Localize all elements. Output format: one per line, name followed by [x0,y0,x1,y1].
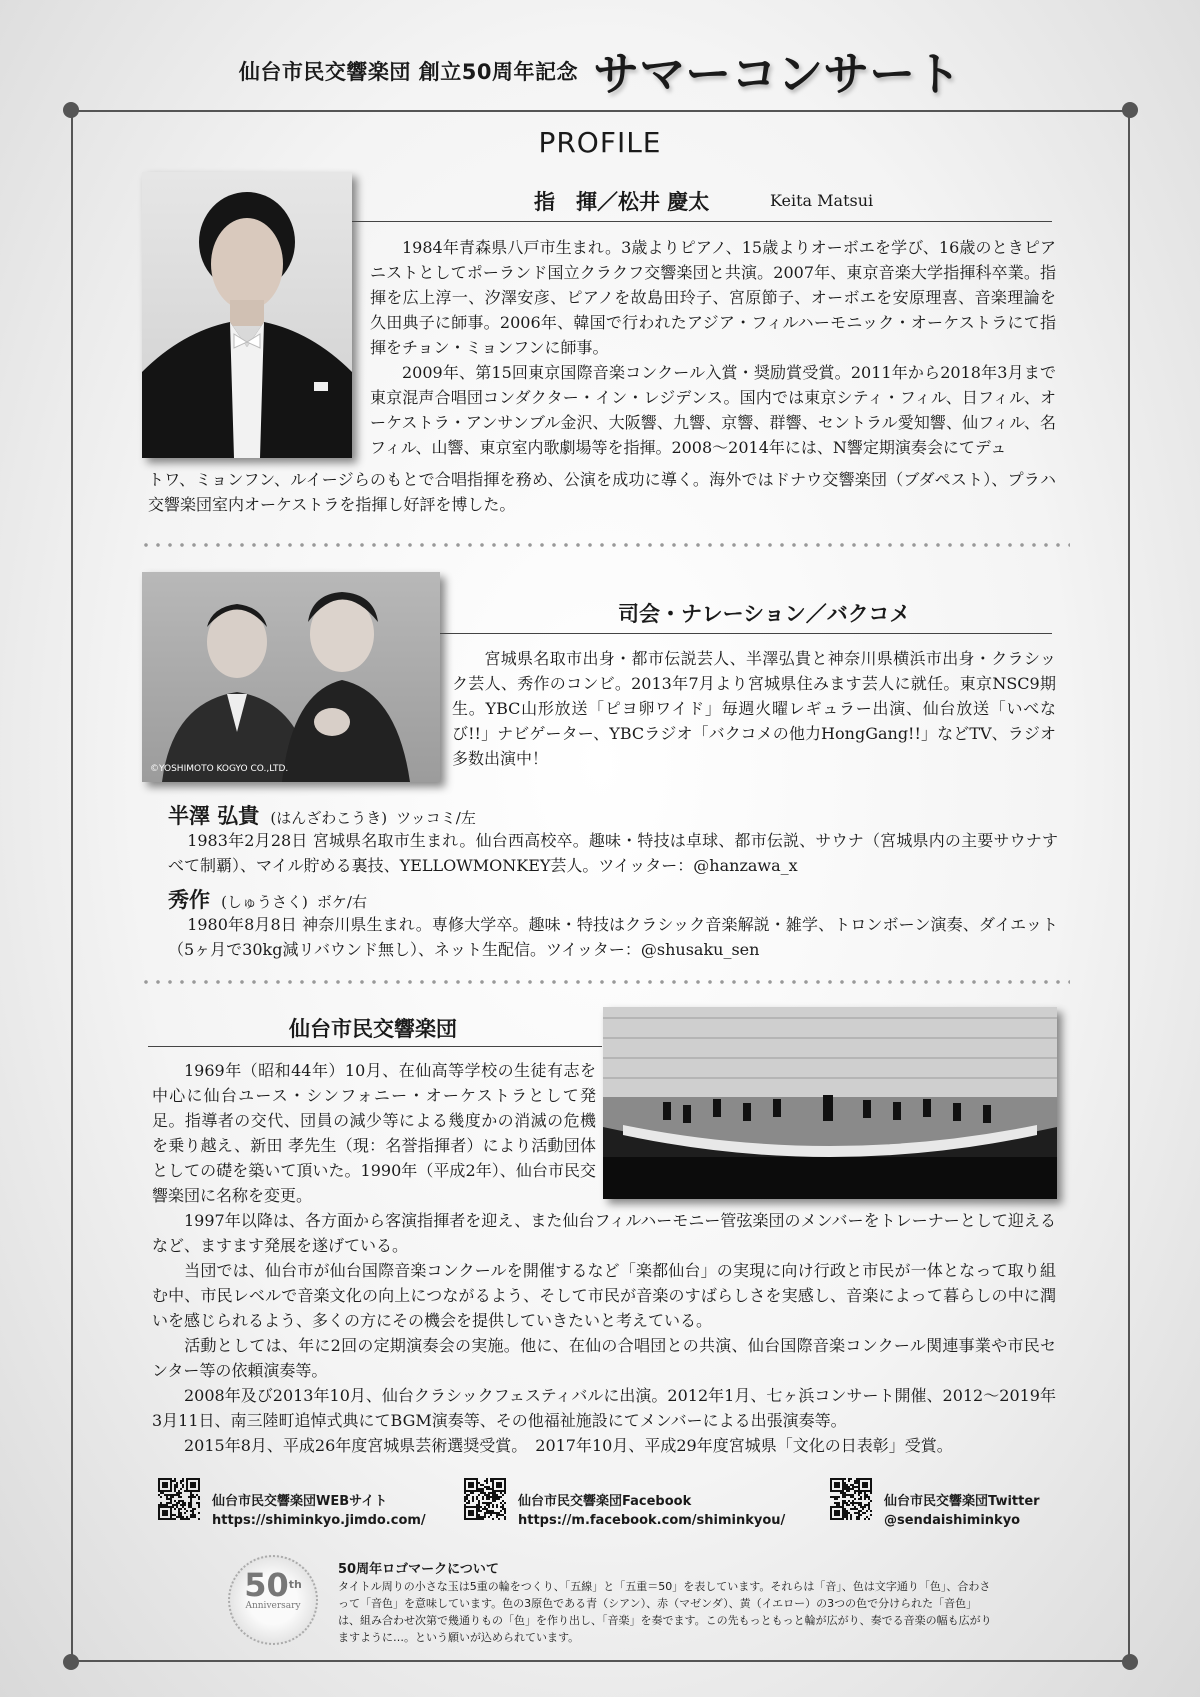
orchestra-p5: 2008年及び2013年10月、仙台クラシックフェスティバルに出演。2012年1月、七ヶ浜コンサート開催、2012〜2019年3月11日、南三陸町追悼式典にてBGM演奏等、その他福祉施設にてメンバーによる出張演奏等。 [152,1386,1056,1430]
qr-code-icon[interactable] [158,1478,200,1520]
page-header [0,38,1200,104]
mc-description-text: 宮城県名取市出身・都市伝説芸人、半澤弘貴と神奈川県横浜市出身・クラシック芸人、秀作のコンビ。2013年7月より宮城県住みます芸人に就任。東京NSC9期生。YBC山形放送「ピヨ卵ワイド」毎週火曜レギュラー出演、仙台放送「いべなび!!」ナビゲーター、YBCラジオ「バクコメの他力HongGang!!」などTV、ラジオ多数出演中！ [452,649,1056,768]
link-twitter-url[interactable]: @sendaishiminkyo [884,1513,1021,1528]
member-1-name: 半澤 弘貴 [168,803,260,828]
corner-dot [63,102,79,118]
logo-suffix: th [288,1578,302,1591]
member-1-bio-text: 1983年2月28日 宮城県名取市生まれ。仙台西高校卒。趣味・特技は卓球、都市伝説、サウナ（宮城県内の主要サウナすべて制覇）、マイル貯める裏技、YELLOWMONKEY芸人。ツイッター：@hanzawa_x [168,831,1058,875]
logo-number: 50 [244,1566,289,1604]
member-2-role: ボケ/右 [316,893,367,911]
member-2-name: 秀作 [168,887,210,912]
member-1-header [168,800,476,830]
divider [148,1046,602,1047]
link-facebook-label: 仙台市民交響楽団Facebook [518,1494,692,1509]
orchestra-photo [603,1007,1057,1199]
mc-description [452,646,1056,771]
link-facebook[interactable] [518,1492,785,1530]
divider [440,633,1052,634]
conductor-heading: 指 揮／松井 慶太 [534,189,710,214]
orchestra-p4: 活動としては、年に2回の定期演奏会の実施。他に、在仙の合唱団との共演、仙台国際音楽コンクール関連事業や市民センター等の依頼演奏等。 [152,1336,1056,1380]
corner-dot [1122,102,1138,118]
conductor-photo [142,172,352,458]
link-facebook-url[interactable]: https://m.facebook.com/shiminkyou/ [518,1513,786,1528]
orchestra-history-1 [152,1058,596,1208]
conductor-bio-2: 2009年、第15回東京国際音楽コンクール入賞・奨励賞受賞。2011年から2018年3月まで東京混声合唱団コンダクター・イン・レジデンス。国内では東京シティ・フィル、日フィル、オーケストラ・アンサンブル金沢、大阪響、九響、京響、群響、セントラル愛知響、仙フィル、名フィル、山響、東京室内歌劇場等を指揮。2008〜2014年には、N響定期演奏会にてデュ [370,363,1056,457]
concert-title: サマーコンサート [593,47,962,101]
orchestra-p3: 当団では、仙台市が仙台国際音楽コンクールを開催するなど「楽都仙台」の実現に向け行政と市民が一体となって取り組む中、市民レベルで音楽文化の向上につながるよう、そして市民が音楽のすばらしさを実感し、音楽によって暮らしの中に潤いを感じられるよう、多くの方にその機会を提供していきたいと考えている。 [152,1261,1056,1330]
orchestra-p2: 1997年以降は、各方面から客演指揮者を迎え、また仙台フィルハーモニー管弦楽団のメンバーをトレーナーとして迎えるなど、ますます発展を遂げている。 [152,1211,1056,1255]
member-1-reading: (はんざわこうき) [270,809,388,827]
conductor-bio-paragraph [370,235,1056,460]
conductor-romanized-name: Keita Matsui [770,191,874,210]
dotted-separator [140,543,1070,547]
orchestra-p6: 2015年8月、平成26年度宮城県芸術選奨受賞。 2017年10月、平成29年度宮城県「文化の日表彰」受賞。 [184,1436,953,1455]
qr-code-icon[interactable] [830,1478,872,1520]
corner-dot [63,1654,79,1670]
link-website-label: 仙台市民交響楽団WEBサイト [212,1494,388,1509]
mc-heading: 司会・ナレーション／バクコメ [618,601,911,626]
qr-code-icon[interactable] [464,1478,506,1520]
photo-credit: ©YOSHIMOTO KOGYO CO.,LTD. [150,764,289,774]
member-1-bio [168,828,1058,878]
mc-photo [142,572,440,782]
member-2-bio [168,912,1058,962]
link-website-url[interactable]: https://shiminkyo.jimdo.com/ [212,1513,426,1528]
link-website[interactable] [212,1492,426,1530]
member-2-header [168,884,367,914]
anniversary-logo-icon [228,1555,318,1645]
logo-word: Anniversary [245,1601,301,1611]
dotted-separator [140,980,1070,984]
orchestra-heading: 仙台市民交響楽団 [289,1016,457,1041]
link-twitter-label: 仙台市民交響楽団Twitter [884,1494,1040,1509]
orchestra-paragraphs [152,1208,1056,1458]
conductor-bio-1: 1984年青森県八戸市生まれ。3歳よりピアノ、15歳よりオーボエを学び、16歳のときピアニストとしてポーランド国立クラクフ交響楽団と共演。2007年、東京音楽大学指揮科卒業。指揮を広上淳一、汐澤安彦、ピアノを故島田玲子、宮原節子、オーボエを安原理喜、音楽理論を久田典子に師事。2006年、韓国で行われたアジア・フィルハーモニック・オーケストラにて指揮をチョン・ミョンフンに師事。 [370,238,1056,357]
member-2-bio-text: 1980年8月8日 神奈川県生まれ。専修大学卒。趣味・特技はクラシック音楽解説・雑学、トロンボーン演奏、ダイエット（5ヶ月で30kg減リバウンド無し）、ネット生配信。ツイッター：@shusaku_sen [168,915,1058,959]
link-twitter[interactable] [884,1492,1040,1530]
concert-subtitle: 仙台市民交響楽団 創立50周年記念 [238,60,578,84]
corner-dot [1122,1654,1138,1670]
logo-note-text: タイトル周りの小さな玉は5重の輪をつくり、「五線」と「五重＝50」を表しています。それらは「音」、色は文字通り「色」、合わさって「音色」を意味しています。色の3原色である青（シアン）、赤（マゼンダ）、黄（イエロー）の3つの色で分けられた「音色」は、組み合わせ次第で幾通りもの「色」を作り出し、「音楽」を奏でます。この先もっともっと輪が広がり、奏でる音楽の幅も広がりますように…。という願いが込められています。 [338,1580,992,1644]
member-1-role: ツッコミ/左 [396,809,476,827]
conductor-bio-continued: トワ、ミョンフン、ルイージらのもとで合唱指揮を務め、公演を成功に導く。海外ではドナウ交響楽団（ブダペスト）、プラハ交響楽団室内オーケストラを指揮し好評を博した。 [148,470,1056,514]
member-2-reading: (しゅうさく) [221,893,308,911]
orchestra-history-1-text: 1969年（昭和44年）10月、在仙高等学校の生徒有志を中心に仙台ユース・シンフォニー・オーケストラとして発足。指導者の交代、団員の減少等による幾度かの消滅の危機を乗り越え、新田 孝先生（現：名誉指揮者）により活動団体としての礎を築いて頂いた。1990年（平成2年）、仙台市民交響楽団に名称を変更。 [152,1061,596,1205]
profile-heading: PROFILE [538,126,662,159]
divider [352,221,1052,222]
logo-note-title: 50周年ロゴマークについて [338,1562,499,1577]
